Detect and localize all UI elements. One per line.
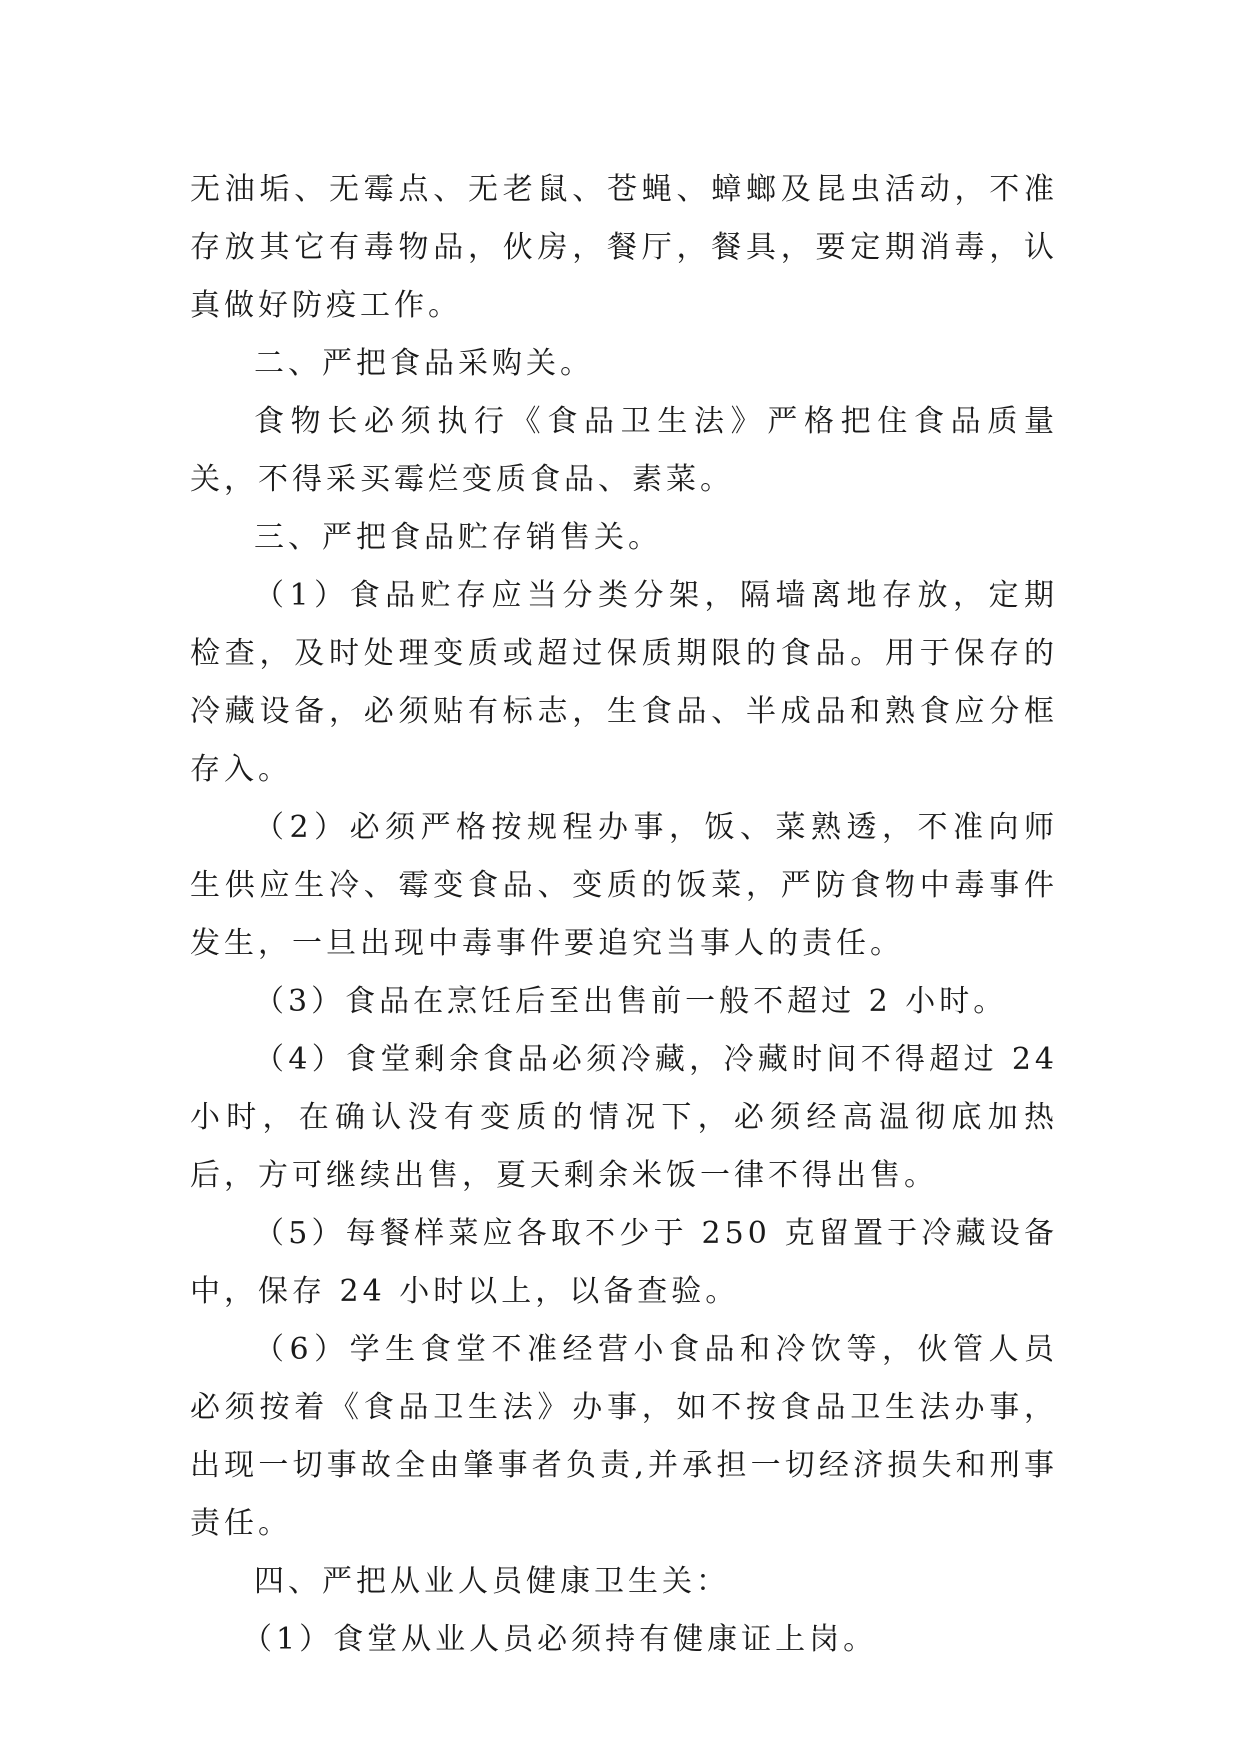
heading-procurement: 二、严把食品采购关。	[254, 346, 594, 381]
paragraph-hygiene-continued: 无油垢、无霉点、无老鼠、苍蝇、蟑螂及昆虫活动，不准存放其它有毒物品，伙房，餐厅，餐具，要定期消毒，认真做好防疫工作。	[190, 172, 1058, 323]
list-item-staff-1: （1）食堂从业人员必须持有健康证上岗。	[242, 1622, 878, 1657]
list-item-storage-3: （3）食品在烹饪后至出售前一般不超过 2 小时。	[254, 984, 1008, 1019]
list-item-storage-4: （4）食堂剩余食品必须冷藏，冷藏时间不得超过 24 小时，在确认没有变质的情况下，必须经高温彻底加热后，方可继续出售，夏天剩余米饭一律不得出售。	[190, 1042, 1058, 1193]
document-body	[190, 161, 1058, 1669]
list-item-storage-2: （2）必须严格按规程办事，饭、菜熟透，不准向师生供应生冷、霉变食品、变质的饭菜，严防食物中毒事件发生，一旦出现中毒事件要追究当事人的责任。	[190, 810, 1058, 961]
list-item-storage-6: （6）学生食堂不准经营小食品和冷饮等，伙管人员必须按着《食品卫生法》办事，如不按食品卫生法办事，出现一切事故全由肇事者负责,并承担一切经济损失和刑事责任。	[190, 1332, 1058, 1541]
paragraph-procurement: 食物长必须执行《食品卫生法》严格把住食品质量关，不得采买霉烂变质食品、素菜。	[190, 404, 1058, 497]
list-item-storage-1: （1）食品贮存应当分类分架，隔墙离地存放，定期检查，及时处理变质或超过保质期限的食品。用于保存的冷藏设备，必须贴有标志，生食品、半成品和熟食应分框存入。	[190, 578, 1058, 787]
heading-storage-sales: 三、严把食品贮存销售关。	[254, 520, 662, 555]
heading-staff-health: 四、严把从业人员健康卫生关：	[254, 1564, 730, 1599]
list-item-storage-5: （5）每餐样菜应各取不少于 250 克留置于冷藏设备中，保存 24 小时以上，以备查验。	[190, 1216, 1058, 1309]
